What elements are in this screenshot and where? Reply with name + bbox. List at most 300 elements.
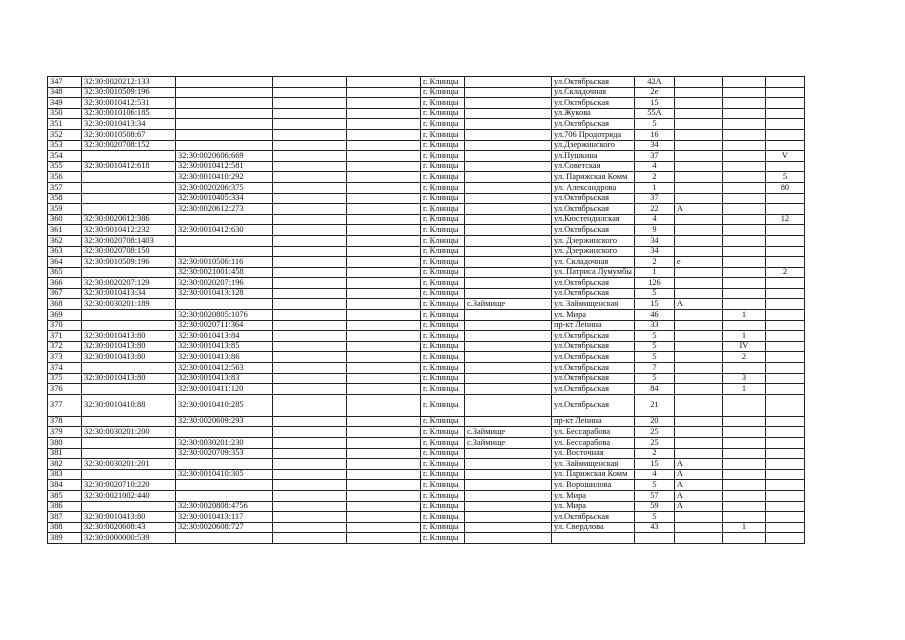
table-row <box>48 459 805 470</box>
cell-num: 356 <box>48 172 82 183</box>
cell-blank2 <box>347 352 421 363</box>
cell-num: 383 <box>48 469 82 480</box>
table-row <box>48 438 805 449</box>
cell-city: г. Клинцы <box>421 225 465 236</box>
cell-cad2: 32:30:0020608:727 <box>176 522 273 533</box>
cell-street: ул.Кюстендилская <box>552 214 635 225</box>
cell-num: 351 <box>48 119 82 130</box>
table-row <box>48 257 805 268</box>
cell-cad2: 32:30:0010410:285 <box>176 394 273 416</box>
cell-letter <box>674 77 722 88</box>
cell-city: г. Клинцы <box>421 469 465 480</box>
cell-city: г. Клинцы <box>421 288 465 299</box>
table-row <box>48 320 805 331</box>
cell-cad1 <box>82 172 176 183</box>
cell-blank1 <box>273 480 347 491</box>
cell-flat <box>765 98 804 109</box>
cell-blank1 <box>273 172 347 183</box>
cell-letter <box>674 363 722 374</box>
cell-letter <box>674 438 722 449</box>
table-row <box>48 352 805 363</box>
cell-street: ул. Займищенская <box>552 299 635 310</box>
cell-letter <box>674 320 722 331</box>
cell-street: ул.Октябрьская <box>552 394 635 416</box>
cell-cad1: 32:30:0010413:80 <box>82 352 176 363</box>
cell-blank2 <box>347 278 421 289</box>
cell-flat: 12 <box>765 214 804 225</box>
cell-street: ул. Дзержинского <box>552 246 635 257</box>
cell-num: 355 <box>48 161 82 172</box>
cell-letter <box>674 394 722 416</box>
cell-corp <box>722 501 765 512</box>
cell-corp <box>722 459 765 470</box>
cell-city: г. Клинцы <box>421 394 465 416</box>
cell-house: 33 <box>634 320 674 331</box>
cell-blank2 <box>347 501 421 512</box>
cell-blank1 <box>273 512 347 523</box>
cell-city: г. Клинцы <box>421 87 465 98</box>
cell-settlement <box>465 512 552 523</box>
cell-house: 15 <box>634 459 674 470</box>
cell-corp <box>722 225 765 236</box>
cell-num: 386 <box>48 501 82 512</box>
cell-street: ул.Пушкина <box>552 151 635 162</box>
table-row <box>48 278 805 289</box>
cell-street: ул. Мира <box>552 501 635 512</box>
cell-settlement <box>465 469 552 480</box>
cell-corp <box>722 182 765 193</box>
table-row <box>48 288 805 299</box>
cell-city: г. Клинцы <box>421 480 465 491</box>
cell-corp <box>722 129 765 140</box>
cell-flat <box>765 384 804 395</box>
cell-corp <box>722 320 765 331</box>
cell-blank2 <box>347 448 421 459</box>
cell-blank1 <box>273 161 347 172</box>
cell-flat: 5 <box>765 172 804 183</box>
cell-cad1: 32:30:0010413:80 <box>82 341 176 352</box>
cell-cad1: 32:30:0010412:531 <box>82 98 176 109</box>
cell-settlement <box>465 129 552 140</box>
cell-cad1 <box>82 204 176 215</box>
cell-flat <box>765 87 804 98</box>
cell-blank2 <box>347 246 421 257</box>
cell-blank1 <box>273 299 347 310</box>
cell-house: 25 <box>634 438 674 449</box>
cell-corp <box>722 490 765 501</box>
cell-cad2: 32:30:0010405:334 <box>176 193 273 204</box>
cell-cad1: 32:30:0010412:618 <box>82 161 176 172</box>
cell-street: ул. Займищенская <box>552 459 635 470</box>
cell-city: г. Клинцы <box>421 182 465 193</box>
table-row <box>48 161 805 172</box>
cell-num: 366 <box>48 278 82 289</box>
cell-street: ул. Бессарабова <box>552 427 635 438</box>
cell-house: 37 <box>634 151 674 162</box>
cell-num: 379 <box>48 427 82 438</box>
table-row <box>48 299 805 310</box>
cell-blank1 <box>273 331 347 342</box>
cell-blank2 <box>347 533 421 544</box>
cell-settlement <box>465 278 552 289</box>
cell-cad2 <box>176 87 273 98</box>
cell-flat <box>765 77 804 88</box>
cell-street: ул.Октябрьская <box>552 98 635 109</box>
cell-street: ул.Жукова <box>552 108 635 119</box>
cell-blank2 <box>347 384 421 395</box>
cell-blank2 <box>347 288 421 299</box>
cell-cad2: 32:30:0010410:305 <box>176 469 273 480</box>
cell-settlement <box>465 501 552 512</box>
cell-cad1: 32:30:0010410:88 <box>82 394 176 416</box>
cell-street: ул.Октябрьская <box>552 204 635 215</box>
cell-blank1 <box>273 193 347 204</box>
cell-city: г. Клинцы <box>421 512 465 523</box>
cell-city: г. Клинцы <box>421 501 465 512</box>
cell-street: ул. Патриса Лумумбы <box>552 267 635 278</box>
table-row <box>48 225 805 236</box>
cell-cad1: 32:30:0010106:185 <box>82 108 176 119</box>
cell-flat: V <box>765 151 804 162</box>
cell-city: г. Клинцы <box>421 161 465 172</box>
cell-city: г. Клинцы <box>421 448 465 459</box>
cell-cad1 <box>82 448 176 459</box>
cell-blank1 <box>273 320 347 331</box>
cell-house: 4 <box>634 469 674 480</box>
cell-corp <box>722 193 765 204</box>
cell-cad1: 32:30:0010413:80 <box>82 331 176 342</box>
cell-corp <box>722 140 765 151</box>
cell-street: ул.706 Продотряда <box>552 129 635 140</box>
cell-corp <box>722 267 765 278</box>
cell-house: 4 <box>634 161 674 172</box>
cell-num: 349 <box>48 98 82 109</box>
cell-cad1: 32:30:0010509:196 <box>82 257 176 268</box>
cell-cad2 <box>176 235 273 246</box>
cell-settlement <box>465 448 552 459</box>
cell-blank1 <box>273 459 347 470</box>
cell-settlement <box>465 480 552 491</box>
cell-blank2 <box>347 87 421 98</box>
cell-blank2 <box>347 438 421 449</box>
cell-num: 375 <box>48 373 82 384</box>
cell-city: г. Клинцы <box>421 235 465 246</box>
cell-city: г. Клинцы <box>421 172 465 183</box>
cell-city: г. Клинцы <box>421 459 465 470</box>
cell-num: 361 <box>48 225 82 236</box>
cell-corp <box>722 151 765 162</box>
cell-cad2: 32:30:0010412:563 <box>176 363 273 374</box>
cell-street <box>552 533 635 544</box>
cell-flat <box>765 469 804 480</box>
cell-blank1 <box>273 278 347 289</box>
cell-flat <box>765 512 804 523</box>
cell-blank2 <box>347 151 421 162</box>
cell-letter <box>674 182 722 193</box>
cell-cad2: 32:30:0010413:128 <box>176 288 273 299</box>
cell-settlement <box>465 416 552 427</box>
cell-settlement <box>465 225 552 236</box>
cell-cad2: 32:30:0020709:353 <box>176 448 273 459</box>
cell-street: ул.Октябрьская <box>552 288 635 299</box>
cell-blank1 <box>273 373 347 384</box>
cell-blank2 <box>347 172 421 183</box>
cell-settlement <box>465 288 552 299</box>
cell-letter: е <box>674 257 722 268</box>
cell-flat <box>765 331 804 342</box>
cell-cad1: 32:30:0020212:133 <box>82 77 176 88</box>
cell-blank1 <box>273 119 347 130</box>
cell-num: 372 <box>48 341 82 352</box>
register-sheet <box>47 76 805 544</box>
cell-settlement <box>465 182 552 193</box>
cell-cad2: 32:30:0010412:581 <box>176 161 273 172</box>
cell-corp <box>722 448 765 459</box>
cell-street: ул.Октябрьская <box>552 341 635 352</box>
cell-num: 368 <box>48 299 82 310</box>
cell-blank2 <box>347 193 421 204</box>
cell-street: ул.Октябрьская <box>552 352 635 363</box>
cell-city: г. Клинцы <box>421 438 465 449</box>
cell-corp <box>722 288 765 299</box>
table-row <box>48 490 805 501</box>
table-row <box>48 119 805 130</box>
cell-cad1 <box>82 501 176 512</box>
cell-flat <box>765 459 804 470</box>
cell-cad1 <box>82 363 176 374</box>
cell-blank1 <box>273 108 347 119</box>
cell-blank2 <box>347 469 421 480</box>
cell-street: ул.Складочная <box>552 87 635 98</box>
cell-flat <box>765 108 804 119</box>
cell-letter <box>674 416 722 427</box>
cell-settlement: с.Займище <box>465 438 552 449</box>
cell-corp: IV <box>722 341 765 352</box>
cell-settlement <box>465 490 552 501</box>
cell-street: ул.Октябрьская <box>552 373 635 384</box>
cell-corp <box>722 161 765 172</box>
cell-blank2 <box>347 161 421 172</box>
cell-blank1 <box>273 267 347 278</box>
cell-flat <box>765 533 804 544</box>
cell-letter <box>674 129 722 140</box>
cell-flat <box>765 352 804 363</box>
cell-blank2 <box>347 129 421 140</box>
cell-num: 376 <box>48 384 82 395</box>
cell-city: г. Клинцы <box>421 363 465 374</box>
cell-city: г. Клинцы <box>421 299 465 310</box>
cell-settlement <box>465 320 552 331</box>
cell-flat: 80 <box>765 182 804 193</box>
cell-letter: А <box>674 204 722 215</box>
cell-blank2 <box>347 299 421 310</box>
cell-cad2 <box>176 77 273 88</box>
cell-cad1 <box>82 469 176 480</box>
cell-city: г. Клинцы <box>421 98 465 109</box>
cell-house: 55А <box>634 108 674 119</box>
cell-flat <box>765 501 804 512</box>
cell-street: ул. Восточная <box>552 448 635 459</box>
cell-blank1 <box>273 416 347 427</box>
cell-num: 348 <box>48 87 82 98</box>
cell-house: 22 <box>634 204 674 215</box>
cell-num: 367 <box>48 288 82 299</box>
cell-city: г. Клинцы <box>421 119 465 130</box>
cell-corp: 1 <box>722 310 765 321</box>
cell-blank1 <box>273 182 347 193</box>
cell-corp <box>722 172 765 183</box>
table-row <box>48 235 805 246</box>
cell-street: ул. Ворошилова <box>552 480 635 491</box>
cell-flat <box>765 394 804 416</box>
cell-house: 25 <box>634 427 674 438</box>
cell-city: г. Клинцы <box>421 246 465 257</box>
cell-flat: 2 <box>765 267 804 278</box>
table-row <box>48 341 805 352</box>
cell-blank1 <box>273 214 347 225</box>
cell-num: 382 <box>48 459 82 470</box>
cell-letter <box>674 214 722 225</box>
cell-cad2: 32:30:0010413:117 <box>176 512 273 523</box>
cell-cad2 <box>176 98 273 109</box>
cell-num: 370 <box>48 320 82 331</box>
table-row <box>48 512 805 523</box>
cell-letter <box>674 151 722 162</box>
cell-house: 1 <box>634 267 674 278</box>
table-row <box>48 427 805 438</box>
cell-letter: А <box>674 299 722 310</box>
cell-cad1: 32:30:0021002:440 <box>82 490 176 501</box>
table-row <box>48 501 805 512</box>
cell-cad2: 32:30:0010410:292 <box>176 172 273 183</box>
cell-num: 388 <box>48 522 82 533</box>
cell-blank2 <box>347 427 421 438</box>
cell-letter <box>674 98 722 109</box>
cell-letter <box>674 427 722 438</box>
cell-letter: А <box>674 469 722 480</box>
table-row <box>48 331 805 342</box>
cell-cad2 <box>176 214 273 225</box>
cell-letter <box>674 331 722 342</box>
cell-street: ул.Октябрьская <box>552 225 635 236</box>
cell-cad1: 32:30:0010413:80 <box>82 373 176 384</box>
cell-house: 2 <box>634 257 674 268</box>
cell-settlement <box>465 98 552 109</box>
cell-city: г. Клинцы <box>421 331 465 342</box>
cell-house: 126 <box>634 278 674 289</box>
cell-house: 20 <box>634 416 674 427</box>
cell-house: 5 <box>634 480 674 491</box>
cell-settlement: с.Займище <box>465 427 552 438</box>
cell-blank1 <box>273 204 347 215</box>
table-row <box>48 129 805 140</box>
table-body <box>48 77 805 544</box>
cell-letter <box>674 310 722 321</box>
table-row <box>48 108 805 119</box>
cell-flat <box>765 161 804 172</box>
cell-house: 15 <box>634 299 674 310</box>
cell-corp <box>722 119 765 130</box>
cell-street: ул.Советская <box>552 161 635 172</box>
cell-house <box>634 533 674 544</box>
cell-corp <box>722 87 765 98</box>
cell-cad1: 32:30:0010509:196 <box>82 87 176 98</box>
table-row <box>48 77 805 88</box>
cell-house: 57 <box>634 490 674 501</box>
cell-letter <box>674 225 722 236</box>
cell-cad1 <box>82 438 176 449</box>
cell-cad1: 32:30:0020608:43 <box>82 522 176 533</box>
cell-flat <box>765 373 804 384</box>
cell-cad2: 32:30:0021001:458 <box>176 267 273 278</box>
cell-corp <box>722 257 765 268</box>
cell-blank2 <box>347 394 421 416</box>
cell-cad2: 32:30:0020207:196 <box>176 278 273 289</box>
cell-corp: 3 <box>722 373 765 384</box>
cell-city: г. Клинцы <box>421 267 465 278</box>
cell-street: ул. Свердлова <box>552 522 635 533</box>
cell-blank1 <box>273 151 347 162</box>
table-row <box>48 480 805 491</box>
cell-blank2 <box>347 214 421 225</box>
cell-settlement <box>465 77 552 88</box>
cell-letter <box>674 172 722 183</box>
cell-num: 389 <box>48 533 82 544</box>
cell-blank2 <box>347 77 421 88</box>
cell-flat <box>765 480 804 491</box>
cell-settlement <box>465 161 552 172</box>
cell-house: 84 <box>634 384 674 395</box>
cell-city: г. Клинцы <box>421 257 465 268</box>
cell-city: г. Клинцы <box>421 77 465 88</box>
cell-settlement <box>465 87 552 98</box>
cell-cad2: 32:30:0010411:120 <box>176 384 273 395</box>
cell-house: 5 <box>634 373 674 384</box>
cell-flat <box>765 129 804 140</box>
cell-flat <box>765 235 804 246</box>
cell-num: 353 <box>48 140 82 151</box>
cell-corp <box>722 512 765 523</box>
cell-street: ул.Октябрьская <box>552 512 635 523</box>
cell-city: г. Клинцы <box>421 352 465 363</box>
cell-flat <box>765 310 804 321</box>
cell-corp <box>722 533 765 544</box>
cell-cad1: 32:30:0010508:67 <box>82 129 176 140</box>
cell-corp <box>722 480 765 491</box>
cell-blank1 <box>273 384 347 395</box>
cell-street: ул.Октябрьская <box>552 331 635 342</box>
table-row <box>48 469 805 480</box>
cell-house: 5 <box>634 341 674 352</box>
cell-settlement <box>465 151 552 162</box>
cell-house: 2 <box>634 172 674 183</box>
cell-city: г. Клинцы <box>421 108 465 119</box>
cell-street: пр-кт Ленина <box>552 416 635 427</box>
cell-letter <box>674 288 722 299</box>
cell-num: 364 <box>48 257 82 268</box>
cell-flat <box>765 288 804 299</box>
cell-cad1: 32:30:0020207:129 <box>82 278 176 289</box>
cell-cad1 <box>82 320 176 331</box>
cell-house: 1 <box>634 182 674 193</box>
cell-cad2: 32:30:0020206:375 <box>176 182 273 193</box>
cell-cad1: 32:30:0020708:152 <box>82 140 176 151</box>
cell-city: г. Клинцы <box>421 341 465 352</box>
cell-blank2 <box>347 490 421 501</box>
cell-cad2 <box>176 129 273 140</box>
cell-city: г. Клинцы <box>421 151 465 162</box>
cell-cad1: 32:30:0000000:539 <box>82 533 176 544</box>
